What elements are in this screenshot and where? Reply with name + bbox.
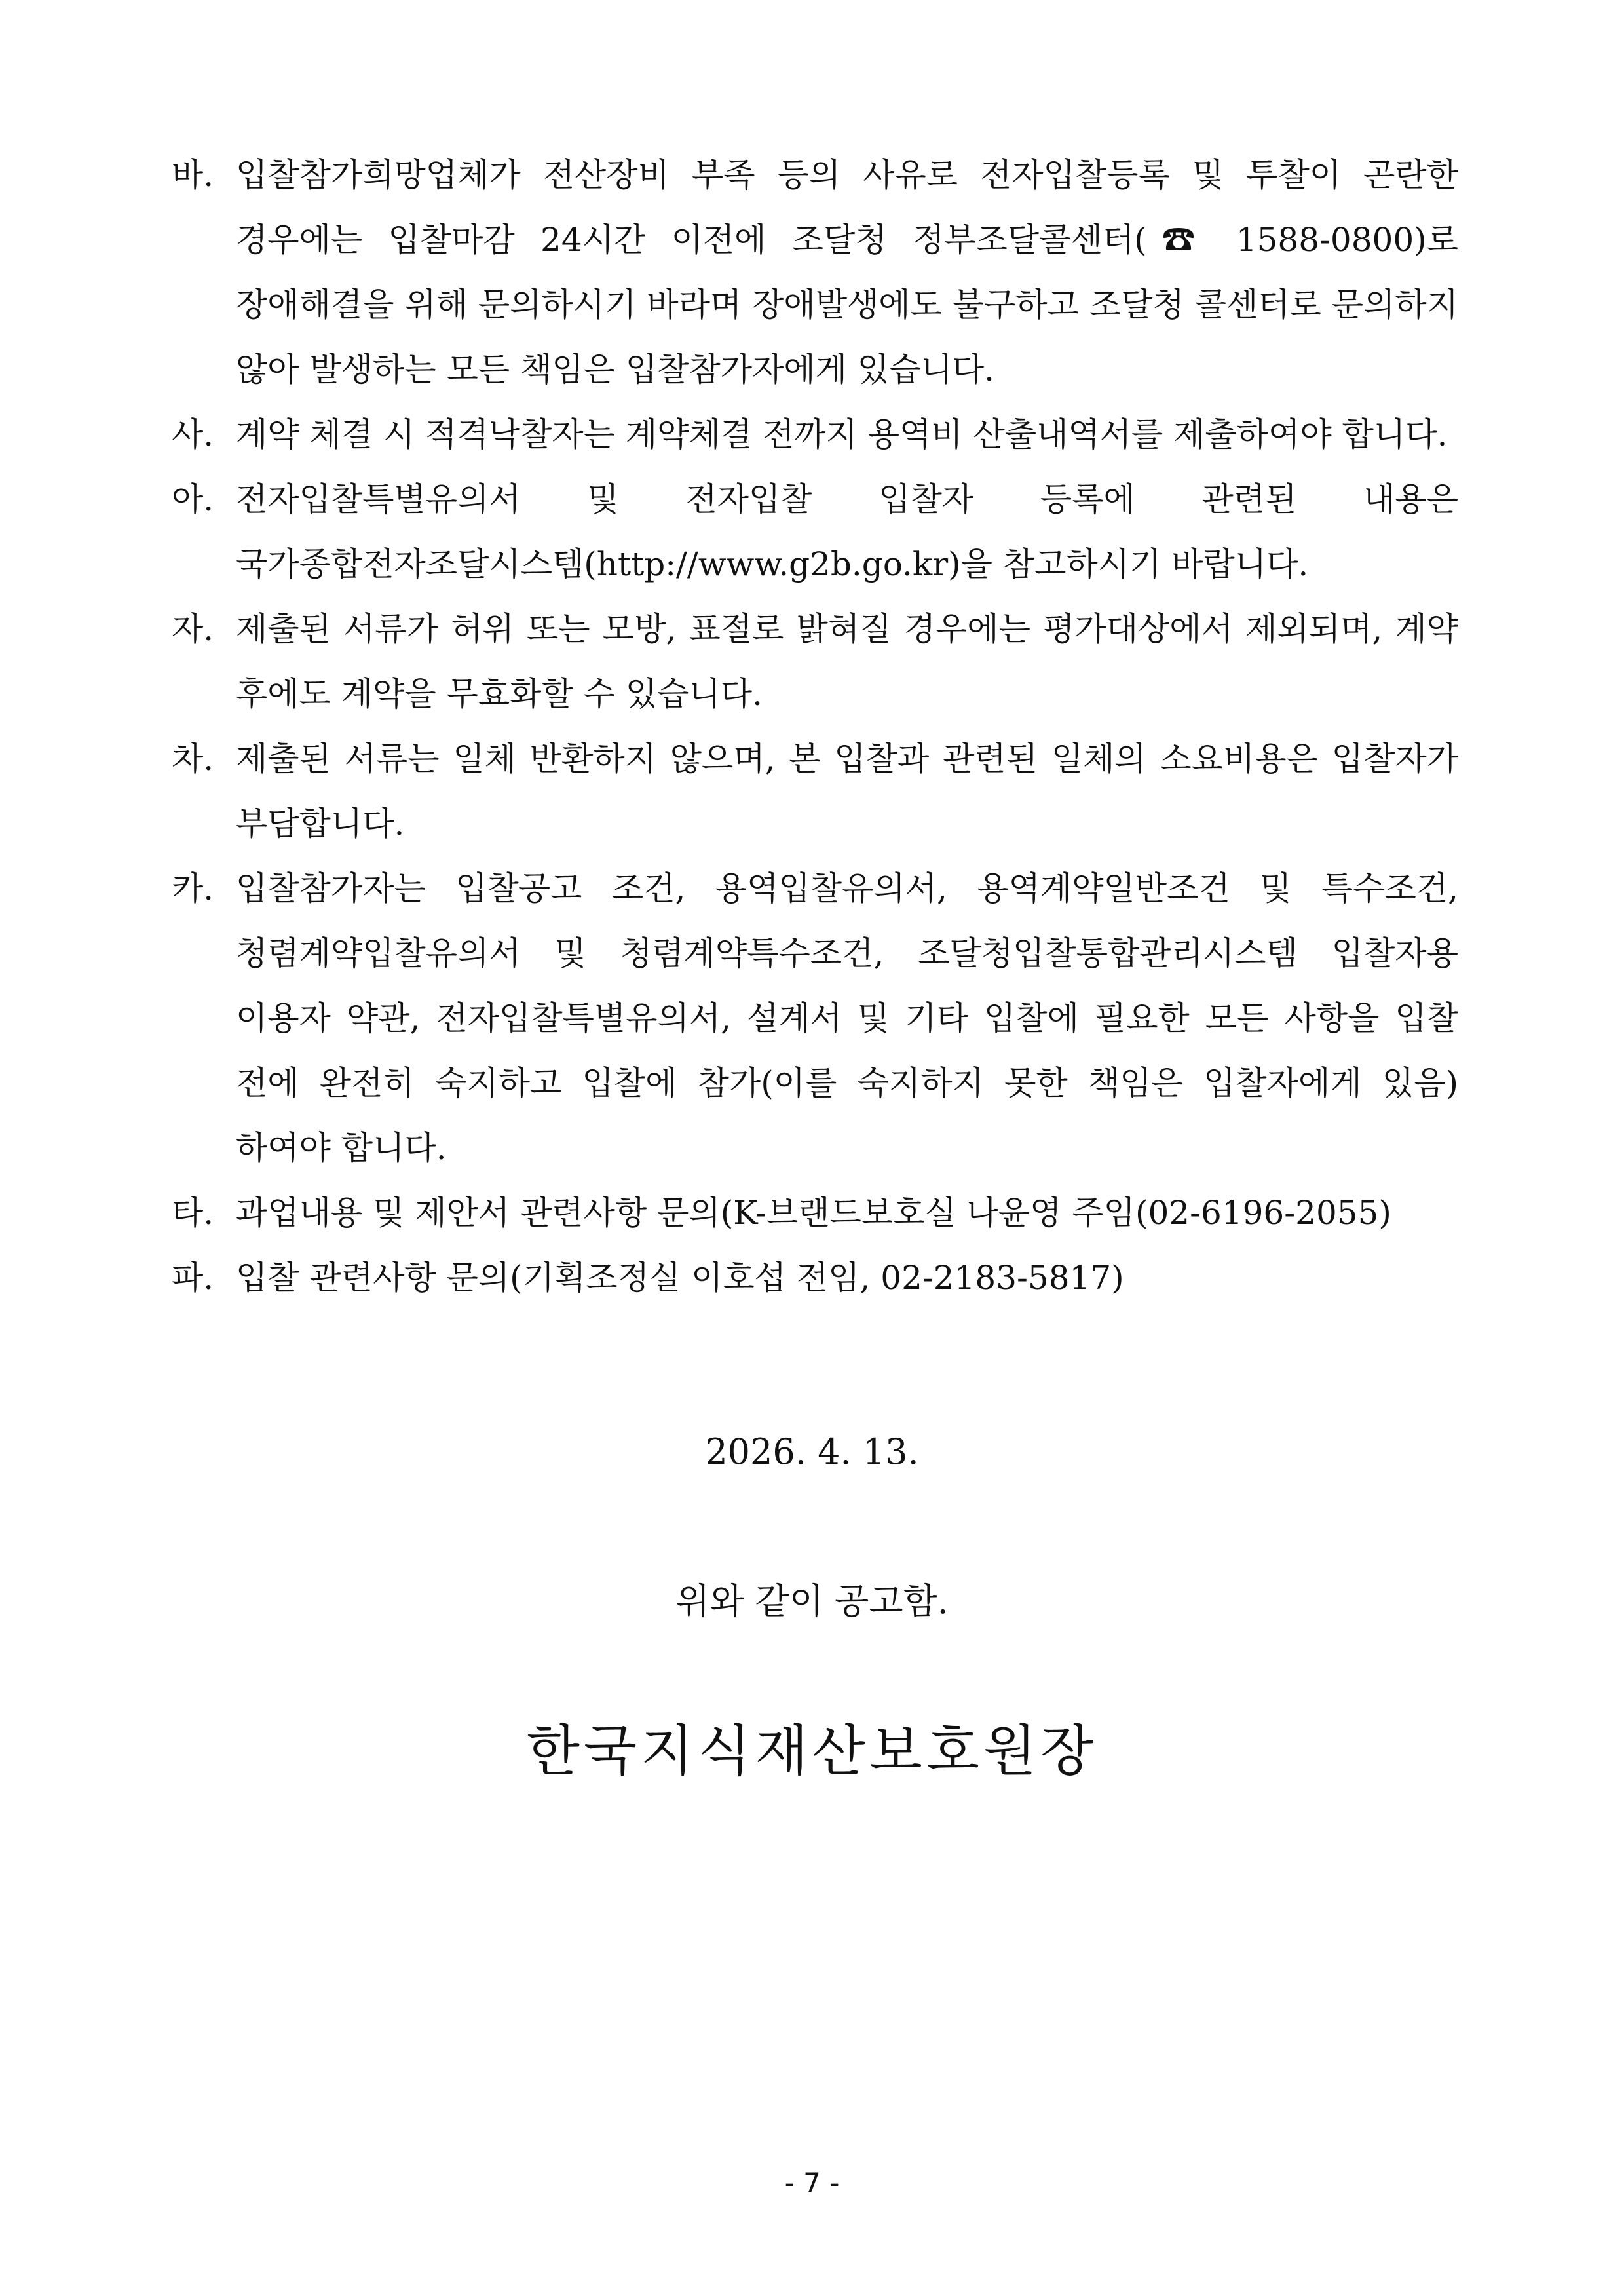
- item-marker: 차.: [172, 740, 214, 778]
- notice-date: 2026. 4. 13.: [705, 1431, 919, 1472]
- item-text: 전자입찰특별유의서 및 전자입찰 입찰자 등록에 관련된 내용은 국가종합전자조달시스템(http://www.g2b.go.kr)을 참고하시기 바랍니다.: [236, 480, 1458, 583]
- item-text: 입찰참가희망업체가 전산장비 부족 등의 사유로 전자입찰등록 및 투찰이 곤란한 경우에는 입찰마감 24시간 이전에 조달청 정부조달콜센터(☎ 1588-0800)로 장애해결을 위해 문의하시기 바라며 장애발생에도 불구하고 조달청 콜센터로 문의하지 않아 발생하는 모든 책임은 입찰참가자에게 있습니다.: [236, 156, 1458, 389]
- list-item: [172, 467, 1458, 597]
- list-item: [172, 1181, 1458, 1246]
- page-number: - 7 -: [784, 2167, 840, 2199]
- issuer-organization: 한국지식재산보호원장: [526, 1719, 1098, 1783]
- item-marker: 사.: [172, 415, 214, 453]
- item-marker: 자.: [172, 610, 214, 648]
- item-marker: 아.: [172, 480, 214, 518]
- item-marker: 카.: [172, 870, 214, 908]
- item-text: 입찰 관련사항 문의(기획조정실 이호섭 전임, 02-2183-5817): [236, 1259, 1124, 1297]
- item-text: 입찰참가자는 입찰공고 조건, 용역입찰유의서, 용역계약일반조건 및 특수조건, 청렴계약입찰유의서 및 청렴계약특수조건, 조달청입찰통합관리시스템 입찰자용 이용자 약관, 전자입찰특별유의서, 설계서 및 기타 입찰에 필요한 모든 사항을 입찰 전에 완전히 숙지하고 입찰에 참가(이를 숙지하지 못한 책임은 입찰자에게 있음)하여야 합니다.: [236, 870, 1458, 1167]
- notice-body: [172, 143, 1458, 1311]
- item-marker: 파.: [172, 1259, 214, 1297]
- item-marker: 타.: [172, 1194, 214, 1232]
- item-text: 계약 체결 시 적격낙찰자는 계약체결 전까지 용역비 산출내역서를 제출하여야 합니다.: [236, 415, 1448, 453]
- list-item: [172, 143, 1458, 402]
- item-marker: 바.: [172, 156, 214, 194]
- list-item: [172, 727, 1458, 856]
- list-item: [172, 856, 1458, 1181]
- item-text: 제출된 서류가 허위 또는 모방, 표절로 밝혀질 경우에는 평가대상에서 제외되며, 계약 후에도 계약을 무효화할 수 있습니다.: [236, 610, 1458, 713]
- list-item: [172, 402, 1458, 467]
- item-text: 과업내용 및 제안서 관련사항 문의(K-브랜드보호실 나윤영 주임(02-6196-2055): [236, 1194, 1391, 1232]
- item-text: 제출된 서류는 일체 반환하지 않으며, 본 입찰과 관련된 일체의 소요비용은 입찰자가 부담합니다.: [236, 740, 1458, 843]
- list-item: [172, 1246, 1458, 1311]
- list-item: [172, 597, 1458, 727]
- closing-statement: 위와 같이 공고함.: [675, 1580, 949, 1622]
